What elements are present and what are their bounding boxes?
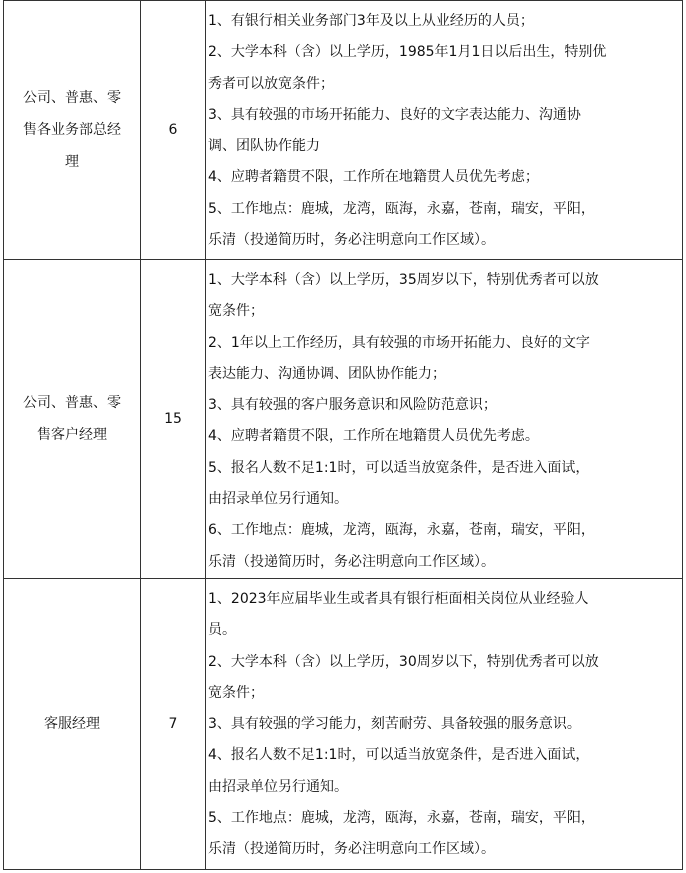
requirement-line: 调、团队协作能力 xyxy=(208,138,320,155)
requirement-line: 乐清（投递简历时，务必注明意向工作区域）。 xyxy=(208,841,495,858)
position-name-line: 售各业务部总经 xyxy=(23,122,121,138)
requirements-cell xyxy=(208,584,599,866)
requirement-line: 6、工作地点：鹿城，龙湾，瓯海，永嘉，苍南，瑞安，平阳， xyxy=(208,522,595,539)
requirement-line: 由招录单位另行通知。 xyxy=(208,491,348,508)
requirement-line: 乐清（投递简历时，务必注明意向工作区域）。 xyxy=(208,232,495,249)
requirement-line: 3、具有较强的市场开拓能力、良好的文字表达能力、沟通协 xyxy=(208,106,581,123)
position-name xyxy=(23,387,121,451)
headcount-cell xyxy=(141,1,205,259)
requirement-line: 秀者可以放宽条件； xyxy=(208,75,334,92)
table-row-border-bottom xyxy=(3,869,683,870)
headcount-cell xyxy=(141,579,205,869)
requirement-line: 1、2023年应届毕业生或者具有银行柜面相关岗位从业经验人 xyxy=(208,591,589,607)
requirement-line: 5、工作地点：鹿城，龙湾，瓯海，永嘉，苍南，瑞安，平阳， xyxy=(208,200,595,217)
requirement-line: 宽条件； xyxy=(208,303,264,320)
requirement-line: 2、大学本科（含）以上学历，1985年1月1日以后出生，特别优 xyxy=(208,44,607,61)
requirement-line: 2、大学本科（含）以上学历，30周岁以下，特别优秀者可以放 xyxy=(208,653,599,670)
table-row xyxy=(4,1,140,259)
requirement-line: 表达能力、沟通协调、团队协作能力； xyxy=(208,365,446,382)
requirements-cell xyxy=(208,265,599,578)
requirement-line: 4、报名人数不足1:1时，可以适当放宽条件，是否进入面试， xyxy=(208,747,590,764)
requirement-line: 4、应聘者籍贯不限，工作所在地籍贯人员优先考虑； xyxy=(208,169,539,186)
table-col-border-right xyxy=(682,0,683,870)
position-name-line: 理 xyxy=(65,154,79,170)
requirements-cell xyxy=(208,6,606,256)
position-name-line: 公司、普惠、零 xyxy=(23,90,121,106)
requirement-line: 3、具有较强的学习能力，刻苦耐劳、具备较强的服务意识。 xyxy=(208,716,581,733)
table-row xyxy=(4,260,140,578)
position-name-line: 售客户经理 xyxy=(37,427,107,443)
position-name-line: 公司、普惠、零 xyxy=(23,395,121,411)
requirement-line: 由招录单位另行通知。 xyxy=(208,778,348,795)
headcount: 15 xyxy=(164,411,182,427)
table-col-border xyxy=(205,0,206,870)
table-row xyxy=(4,579,140,869)
requirement-line: 员。 xyxy=(208,622,236,639)
requirement-line: 5、报名人数不足1:1时，可以适当放宽条件，是否进入面试， xyxy=(208,459,590,476)
requirement-line: 2、1年以上工作经历，具有较强的市场开拓能力、良好的文字 xyxy=(208,334,590,351)
requirement-line: 宽条件； xyxy=(208,684,264,701)
requirement-line: 1、有银行相关业务部门3年及以上从业经历的人员； xyxy=(208,13,534,29)
headcount-cell xyxy=(141,260,205,578)
headcount: 7 xyxy=(168,716,178,732)
position-name-line: 客服经理 xyxy=(44,716,100,732)
requirement-line: 4、应聘者籍贯不限，工作所在地籍贯人员优先考虑。 xyxy=(208,428,539,445)
requirement-line: 1、大学本科（含）以上学历，35周岁以下，特别优秀者可以放 xyxy=(208,272,599,288)
requirement-line: 5、工作地点：鹿城，龙湾，瓯海，永嘉，苍南，瑞安，平阳， xyxy=(208,810,595,827)
requirement-line: 3、具有较强的客户服务意识和风险防范意识； xyxy=(208,397,497,414)
headcount: 6 xyxy=(168,122,178,138)
requirement-line: 乐清（投递简历时，务必注明意向工作区域）。 xyxy=(208,553,495,570)
position-name xyxy=(44,708,100,740)
position-name xyxy=(23,82,121,178)
